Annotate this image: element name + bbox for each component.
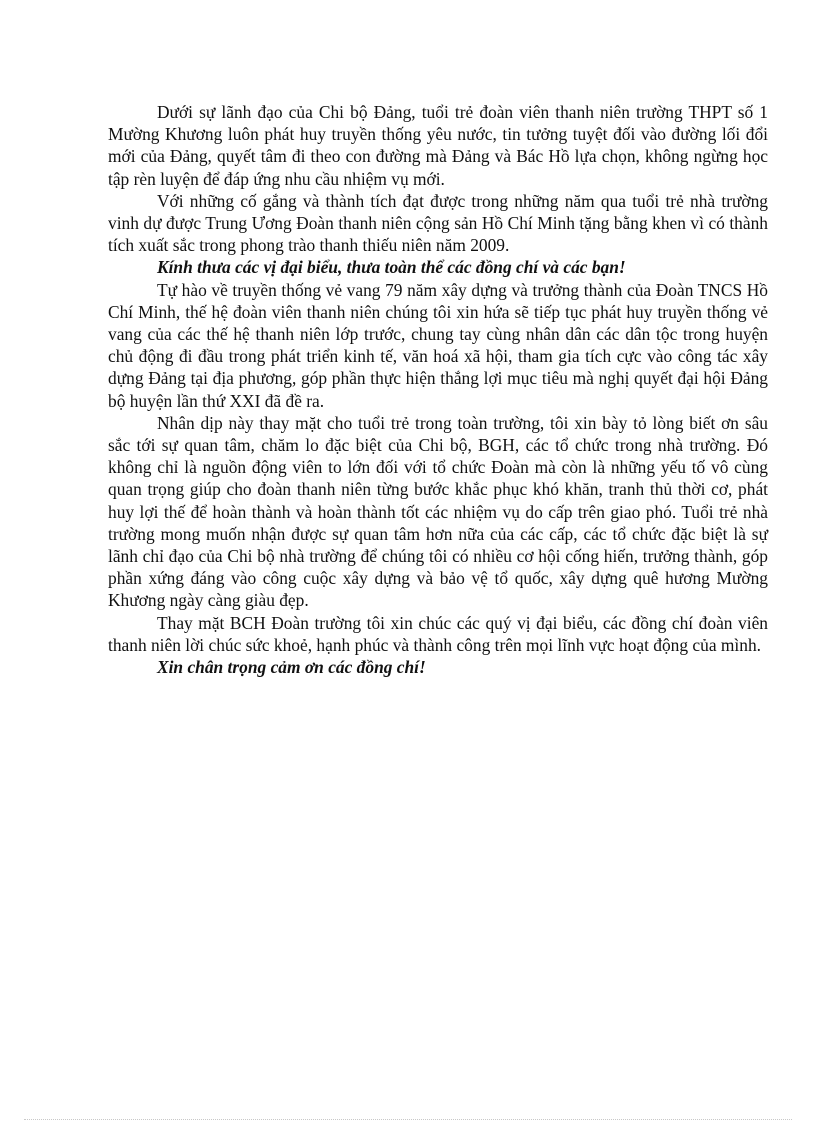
document-body <box>108 101 768 678</box>
salutation-heading: Kính thưa các vị đại biểu, thưa toàn thể các đồng chí và các bạn! <box>157 257 626 278</box>
paragraph-leadership: Dưới sự lãnh đạo của Chi bộ Đảng, tuổi trẻ đoàn viên thanh niên trường THPT số 1 Mường Khương luôn phát huy truyền thống yêu nước, tin tưởng tuyệt đối vào đường lối đổi mới của Đảng, quyết tâm đi theo con đường mà Đảng và Bác Hồ lựa chọn, không ngừng học tập rèn luyện để đáp ứng nhu cầu nhiệm vụ mới. <box>108 102 768 189</box>
paragraph-gratitude: Nhân dịp này thay mặt cho tuổi trẻ trong toàn trường, tôi xin bày tỏ lòng biết ơn sâu sắc tới sự quan tâm, chăm lo đặc biệt của Chi bộ, BGH, các tổ chức trong nhà trường. Đó không chỉ là nguồn động viên to lớn đối với tổ chức Đoàn mà còn là những yếu tố vô cùng quan trọng giúp cho đoàn thanh niên từng bước khắc phục khó khăn, tranh thủ thời cơ, phát huy lợi thế để hoàn thành và hoàn thành tốt các nhiệm vụ do cấp trên giao phó. Tuổi trẻ nhà trường mong muốn nhận được sự quan tâm hơn nữa của các cấp, các tổ chức đặc biệt là sự lãnh chỉ đạo của Chi bộ nhà trường để chúng tôi có nhiều cơ hội cống hiến, trưởng thành, góp phần xứng đáng vào công cuộc xây dựng và bảo vệ tổ quốc, xây dựng quê hương Mường Khương ngày càng giàu đẹp. <box>108 412 768 611</box>
page-footer-rule <box>24 1119 792 1120</box>
paragraph-wishes: Thay mặt BCH Đoàn trường tôi xin chúc các quý vị đại biểu, các đồng chí đoàn viên thanh niên lời chúc sức khoẻ, hạnh phúc và thành công trên mọi lĩnh vực hoạt động của mình. <box>108 612 768 655</box>
paragraph-pledge: Tự hào về truyền thống vẻ vang 79 năm xây dựng và trưởng thành của Đoàn TNCS Hồ Chí Minh, thế hệ đoàn viên thanh niên chúng tôi xin hứa sẽ tiếp tục phát huy truyền thống vẻ vang của các thế hệ thanh niên lớp trước, chung tay cùng nhân dân các dân tộc trong huyện chủ động đi đầu trong phát triển kinh tế, văn hoá xã hội, tham gia tích cực vào công tác xây dựng Đảng tại địa phương, góp phần thực hiện thắng lợi mục tiêu mà nghị quyết đại hội Đảng bộ huyện lần thứ XXI đã đề ra. <box>108 279 768 411</box>
closing-thanks: Xin chân trọng cảm ơn các đồng chí! <box>157 657 426 678</box>
paragraph-achievements: Với những cố gắng và thành tích đạt được trong những năm qua tuổi trẻ nhà trường vinh dự được Trung Ương Đoàn thanh niên cộng sản Hồ Chí Minh tặng bằng khen vì có thành tích xuất sắc trong phong trào thanh thiếu niên năm 2009. <box>108 190 768 256</box>
